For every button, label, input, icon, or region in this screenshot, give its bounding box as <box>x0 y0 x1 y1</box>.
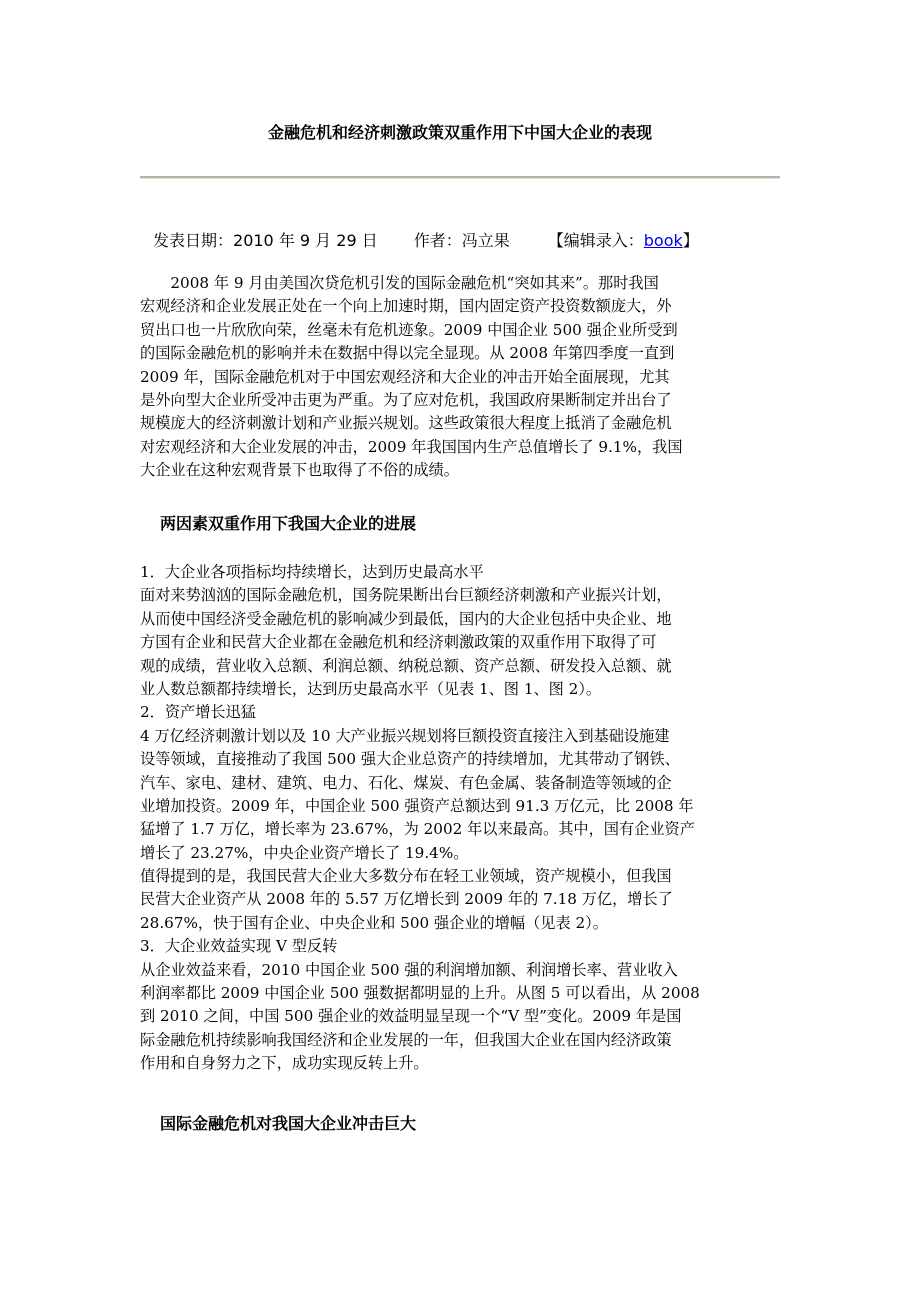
text-line: 方国有企业和民营大企业都在金融危机和经济刺激政策的双重作用下取得了可 <box>140 633 657 652</box>
text-line: 2008 年 9 月由美国次贷危机引发的国际金融危机“突如其来”。那时我国 <box>140 274 659 292</box>
section-progress-body <box>140 561 780 1076</box>
text-line: 宏观经济和企业发展正处在一个向上加速时期，国内固定资产投资数额庞大，外 <box>140 297 672 316</box>
text-line: 大企业在这种宏观背景下也取得了不俗的成绩。 <box>140 461 459 480</box>
text-line: 的国际金融危机的影响并未在数据中得以完全显现。从 2008 年第四季度一直到 <box>140 344 675 363</box>
text-line: 际金融危机持续影响我国经济和企业发展的一年，但我国大企业在国内经济政策 <box>140 1030 672 1049</box>
text-line: 规模庞大的经济刺激计划和产业振兴规划。这些政策很大程度上抵消了金融危机 <box>140 414 672 433</box>
editor-prefix: 【编辑录入： <box>547 231 644 250</box>
text-line: 1．大企业各项指标均持续增长，达到历史最高水平 <box>140 563 484 581</box>
text-line: 增长了 23.27%，中央企业资产增长了 19.4%。 <box>140 843 469 862</box>
title-divider <box>140 176 780 179</box>
text-line: 业增加投资。2009 年，中国企业 500 强资产总额达到 91.3 万亿元，比 2008 年 <box>140 796 694 815</box>
text-line: 从而使中国经济受金融危机的影响减少到最低，国内的大企业包括中央企业、地 <box>140 609 672 628</box>
intro-paragraph <box>140 272 780 483</box>
text-line: 2．资产增长迅猛 <box>140 703 256 722</box>
text-line: 贸出口也一片欣欣向荣，丝毫未有危机迹象。2009 中国企业 500 强企业所受到 <box>140 320 678 339</box>
text-line: 设等领域，直接推动了我国 500 强大企业总资产的持续增加，尤其带动了钢铁、 <box>140 750 680 769</box>
text-line: 4 万亿经济刺激计划以及 10 大产业振兴规划将巨额投资直接注入到基础设施建 <box>140 726 670 745</box>
article-title: 金融危机和经济刺激政策双重作用下中国大企业的表现 <box>267 123 652 142</box>
text-line: 是外向型大企业所受冲击更为严重。为了应对危机，我国政府果断制定并出台了 <box>140 390 672 409</box>
editor-suffix: 】 <box>682 231 699 250</box>
text-line: 对宏观经济和大企业发展的冲击，2009 年我国国内生产总值增长了 9.1%，我国 <box>140 437 683 456</box>
date-label: 发表日期： <box>153 231 234 250</box>
section-heading-impact: 国际金融危机对我国大企业冲击巨大 <box>160 1114 417 1133</box>
text-line: 利润率都比 2009 中国企业 500 强数据都明显的上升。从图 5 可以看出，从 2008 <box>140 984 700 1003</box>
text-line: 28.67%，快于国有企业、中央企业和 500 强企业的增幅（见表 2）。 <box>140 913 608 932</box>
article-meta <box>153 229 699 253</box>
editor-link[interactable]: book <box>643 231 683 250</box>
text-line: 观的成绩，营业收入总额、利润总额、纳税总额、资产总额、研发投入总额、就 <box>140 656 672 675</box>
text-line: 作用和自身努力之下，成功实现反转上升。 <box>140 1054 429 1073</box>
text-line: 值得提到的是，我国民营大企业大多数分布在轻工业领域，资产规模小，但我国 <box>140 867 672 886</box>
text-line: 2009 年，国际金融危机对于中国宏观经济和大企业的冲击开始全面展现，尤其 <box>140 367 670 386</box>
text-line: 业人数总额都持续增长，达到历史最高水平（见表 1、图 1、图 2）。 <box>140 679 602 698</box>
text-line: 猛增了 1.7 万亿，增长率为 23.67%，为 2002 年以来最高。其中，国有企业资产 <box>140 820 695 839</box>
date-value: 2010 年 9 月 29 日 <box>233 231 378 250</box>
author-label: 作者：冯立果 <box>413 231 510 250</box>
text-line: 3．大企业效益实现 V 型反转 <box>140 937 338 956</box>
text-line: 面对来势汹汹的国际金融危机，国务院果断出台巨额经济刺激和产业振兴计划， <box>140 586 672 605</box>
text-line: 从企业效益来看，2010 中国企业 500 强的利润增加额、利润增长率、营业收入 <box>140 960 678 979</box>
section-heading-progress: 两因素双重作用下我国大企业的进展 <box>160 514 417 533</box>
text-line: 到 2010 之间，中国 500 强企业的效益明显呈现一个“V 型”变化。2009 年是国 <box>140 1007 682 1026</box>
text-line: 民营大企业资产从 2008 年的 5.57 万亿增长到 2009 年的 7.18 万亿，增长了 <box>140 890 673 909</box>
text-line: 汽车、家电、建材、建筑、电力、石化、煤炭、有色金属、装备制造等领域的企 <box>140 773 672 792</box>
